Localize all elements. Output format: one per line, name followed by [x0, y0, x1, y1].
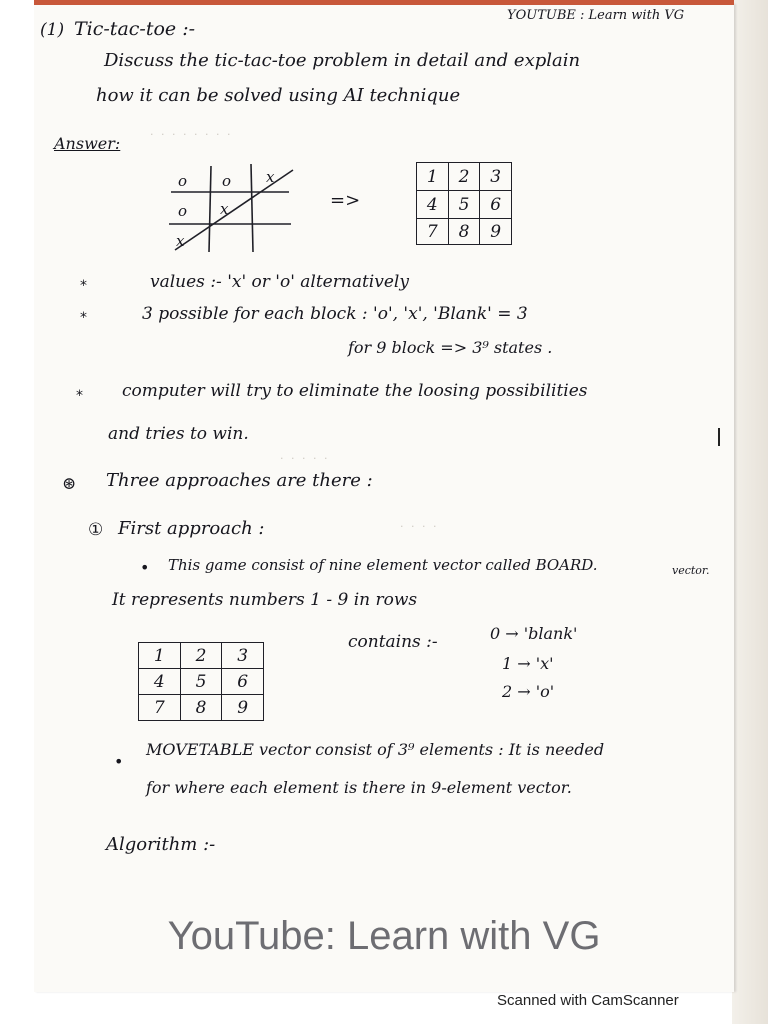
note-text: values :- 'x' or 'o' alternatively [150, 272, 409, 292]
question-title: Tic-tac-toe :- [74, 18, 196, 40]
contains-label: contains :- [348, 632, 438, 652]
first-approach-point-2: It represents numbers 1 - 9 in rows [112, 590, 418, 610]
bleed-through: · · · · · [280, 452, 330, 465]
approach-number: ① [88, 520, 104, 540]
board-number: 1 [139, 643, 181, 669]
bullet-dot: • [114, 752, 124, 771]
board-number: 5 [180, 669, 222, 695]
board-number: 6 [222, 669, 264, 695]
note-text: for 9 block => 3⁹ states . [348, 338, 553, 357]
note-text: computer will try to eliminate the loosing possibilities [122, 381, 588, 401]
numbered-board-top [416, 162, 512, 245]
board-number: 1 [417, 163, 449, 191]
approaches-heading: Three approaches are there : [106, 470, 373, 491]
question-line-1: Discuss the tic-tac-toe problem in detail and explain [104, 50, 581, 71]
youtube-watermark: YouTube: Learn with VG [167, 914, 601, 958]
arrow-icon: => [330, 190, 361, 211]
first-approach-title: First approach : [118, 518, 265, 539]
algorithm-label: Algorithm :- [106, 834, 216, 855]
first-approach-point-1: This game consist of nine element vector called BOARD. [168, 556, 598, 574]
board-number: 4 [139, 669, 181, 695]
board-number: 9 [222, 695, 264, 721]
board-number: 4 [417, 191, 449, 219]
movetable-line-1: MOVETABLE vector consist of 3⁹ elements : It is needed [146, 740, 605, 759]
board-number: 7 [417, 219, 449, 245]
board-number: 8 [448, 219, 480, 245]
board-number: 5 [448, 191, 480, 219]
movetable-line-2: for where each element is there in 9-element vector. [146, 778, 572, 797]
board-cell: o [178, 172, 188, 190]
mapping-item: 0 → 'blank' [490, 624, 578, 643]
question-line-2: how it can be solved using AI technique [96, 85, 461, 106]
mapping-item: 1 → 'x' [502, 654, 554, 673]
board-number: 8 [180, 695, 222, 721]
board-number: 7 [139, 695, 181, 721]
board-number: 2 [180, 643, 222, 669]
board-cell: o [178, 202, 188, 220]
bleed-through: · · · · · · · · [150, 128, 233, 141]
board-cell: x [266, 168, 275, 186]
bullet-dot: • [140, 558, 150, 577]
note-marker: * [80, 310, 87, 326]
mapping-item: 2 → 'o' [502, 682, 555, 701]
first-approach-point-1-suffix: vector. [672, 564, 710, 577]
board-cell: o [222, 172, 232, 190]
page-edge [732, 0, 768, 1024]
board-number: 3 [480, 163, 512, 191]
camscanner-label: Scanned with CamScanner [497, 992, 679, 1009]
question-number: (1) [40, 20, 65, 40]
note-marker: * [80, 278, 87, 294]
numbered-board-bottom [138, 642, 264, 721]
page-top-edge [34, 0, 734, 5]
board-number: 9 [480, 219, 512, 245]
board-number: 6 [480, 191, 512, 219]
note-marker: * [76, 388, 83, 404]
approaches-marker: ⊛ [62, 474, 77, 494]
bleed-through: · · · · [400, 520, 439, 533]
board-number: 2 [448, 163, 480, 191]
margin-mark [718, 428, 720, 446]
channel-tag: YOUTUBE : Learn with VG [507, 8, 685, 23]
board-number: 3 [222, 643, 264, 669]
answer-label: Answer: [54, 134, 121, 153]
note-text: and tries to win. [108, 424, 249, 444]
board-cell: x [220, 200, 229, 218]
board-cell: x [176, 232, 185, 250]
note-text: 3 possible for each block : 'o', 'x', 'Blank' = 3 [142, 304, 528, 324]
